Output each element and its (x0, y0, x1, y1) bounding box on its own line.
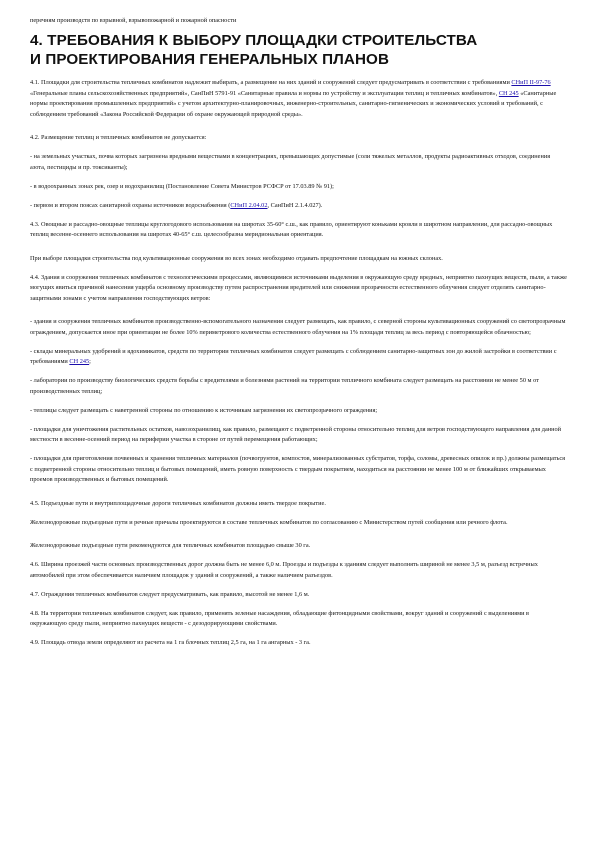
paragraph-text: 4.7. Ограждения тепличных комбинатов следует предусматривать, как правило, высотой не менее 1,6 м. (30, 590, 310, 598)
document-link[interactable]: СН 245 (498, 89, 519, 97)
paragraph-text: 4.1. Площадки для строительства тепличных комбинатов надлежит выбирать, а размещение на них зданий и сооружений следует предусматривать в соответствии с требованиями (30, 79, 512, 86)
paragraph (30, 425, 567, 446)
paragraph-text: «Генеральные планы сельскохозяйственных предприятий», СанПиН 5791-91 «Санитарные правила и нормы по устройству и эксплуатации теплиц и тепличных комбинатов», (30, 89, 499, 97)
paragraph (30, 254, 567, 265)
paragraph-text: - на земельных участках, почва которых загрязнена вредными веществами в концентрациях, превышающих допустимые (соли тяжелых металлов, продукты радиоактивных отходов, соединения азота, пестициды и пр. токсиканты); (30, 153, 551, 171)
paragraph (30, 152, 567, 173)
paragraph (30, 406, 567, 417)
section-title (30, 31, 567, 69)
document-link[interactable]: СНиП II-97-76 (511, 79, 551, 86)
paragraph-text: 4.9. Площадь отвода земли определяют из расчета на 1 га блочных теплиц 2,5 га, на 1 га ангарных - 3 га. (30, 639, 311, 646)
paragraph-text: 4.8. На территории тепличных комбинатов следует, как правило, применять зеленые насаждения, обладающие фитонцидными свойствами, вокруг зданий и сооружений с выделениями в окружающую среду пыли, неприятно пахнущих веществ - с дезодорирующими свойствами. (30, 609, 529, 627)
paragraph-text: 4.5. Подъездные пути и внутриплощадочные дороги тепличных комбинатов должны иметь твердое покрытие. (30, 499, 326, 507)
paragraph-text: - теплицы следует размещать с наветренной стороны по отношению к источникам загрязнения их светопрозрачного ограждения; (30, 406, 378, 414)
paragraph-text: 4.4. Здания и сооружения тепличных комбинатов с технологическими процессами, являющимися источниками выделения в окружающую среду вредных, неприятно пахнущих веществ, пыли, а также могущих явиться причиной нанесения ущерба основному производству путем распространения вредителей или снижения прозрачности естественного облучения следует отделять санитарно-защитными зонами с учетом направления господствующих ветров: (30, 273, 567, 302)
document-link[interactable]: СН 245 (69, 358, 90, 365)
paragraph-text: - площадки для приготовления почвенных и хранения тепличных материалов (почвогрунтов, компостов, минерализованных субстратов, торфа, соломы, древесных опилок и пр.) должны размещаться с подветренной стороны относительно теплиц и бытовых помещений, иметь ровную поверхность с твердым покрытием, находиться на расстоянии не менее 100 м от ближайших открываемых проемов производственных и бытовых помещений. (30, 455, 566, 483)
paragraph-text: «Санитарные нормы проектирования промышленных предприятий» с учетом архитектурно-планировочных, инженерно-строительных, санитарно-гигиенических и экономических условий и требований, с соблюдением требований «Закона Российской Федерации об охране окружающей природной среды». (30, 89, 557, 118)
paragraph-text: - склады минеральных удобрений и ядохимикатов, средств по территории тепличных комбинатов следует размещать с соблюдением санитарно-защитных зон до жилой застройки в соответствии с требованиями (30, 347, 557, 365)
paragraph (30, 638, 567, 649)
paragraph-text: При выборе площадки строительства под культивационные сооружения во всех зонах необходимо отдавать предпочтение площадкам на южных склонах. (30, 254, 443, 262)
document-link[interactable]: СНиП 2.04.02 (230, 201, 268, 209)
paragraph (30, 317, 567, 338)
paragraph-text: - площадки для уничтожения растительных остатков, навозохранилищ, как правило, размещают с подветренной стороны относительно теплиц для ветров господствующего направления для данной местности в весенне-осенний период на периферии участка в стороне от путей перемещения работающих; (30, 425, 562, 443)
paragraph (30, 609, 567, 630)
section-body (30, 78, 567, 649)
paragraph (30, 590, 567, 601)
paragraph (30, 541, 567, 552)
paragraph (30, 133, 567, 144)
paragraph (30, 201, 567, 212)
paragraph (30, 273, 567, 305)
paragraph-text: - в водоохранных зонах рек, озер и водохранилищ (Постановление Совета Министров РСФСР от 17.03.89 № 91); (30, 182, 334, 190)
document-page (30, 16, 567, 657)
paragraph-text: , СанПиН 2.1.4.027). (267, 201, 323, 209)
paragraph (30, 347, 567, 368)
paragraph-text: 4.2. Размещение теплиц и тепличных комбинатов не допускается: (30, 134, 207, 141)
paragraph (30, 78, 567, 120)
paragraph-text: Железнодорожные подъездные пути и речные причалы проектируются в составе тепличных комбинатов по согласованию с Министерством путей сообщения или речного флота. (30, 518, 508, 526)
paragraph (30, 499, 567, 510)
section-title-line-1: 4. ТРЕБОВАНИЯ К ВЫБОРУ ПЛОЩАДКИ СТРОИТЕЛЬСТВА (30, 32, 478, 49)
paragraph-text: - здания и сооружения тепличных комбинатов производственно-вспомогательного назначения следует размещать, как правило, с северной стороны культивационных сооружений со светопрозрачным ограждением, допускается иное при ориентации не более 10% периметрового количества естественного облучения на 1% площади теплиц за весь период с повторяющейся облачностью; (30, 318, 566, 336)
paragraph (30, 220, 567, 241)
paragraph-text: 4.3. Овощные и рассадно-овощные теплицы круглогодового использования на широтах 35-60° с.ш., как правило, ориентируют коньками кровли в широтном направлении, для рассадно-овощных теплиц весенне-осеннего использования на широтах 40-65° с.ш. целесообразна меридиональная ориентация. (30, 220, 553, 238)
paragraph (30, 518, 567, 529)
paragraph (30, 376, 567, 397)
paragraph (30, 560, 567, 581)
paragraph-text: 4.6. Ширина проезжей части основных производственных дорог должна быть не менее 6,0 м. Проезды и подъезды к зданиям следует выполнять шириной не менее 3,5 м, разъезд встречных автомобилей при этом обеспечивается наличием площадок у зданий и сооружений, а также наличием разъездов. (30, 561, 538, 579)
paragraph-text: - первом и втором поясах санитарной охраны источников водоснабжения ( (30, 201, 231, 209)
paragraph-text: - лаборатории по производству биологических средств борьбы с вредителями и болезнями растений на территории тепличного комбината следует размещать на расстоянии не менее 50 м от производственных теплиц; (30, 377, 539, 395)
continued-text: перечням производств по взрывной, взрывопожарной и пожарной опасности (30, 17, 237, 24)
section-title-line-2: И ПРОЕКТИРОВАНИЯ ГЕНЕРАЛЬНЫХ ПЛАНОВ (30, 51, 390, 68)
paragraph (30, 182, 567, 193)
paragraph-text: Железнодорожные подъездные пути рекомендуются для тепличных комбинатов площадью свыше 30 га. (30, 542, 311, 549)
paragraph (30, 454, 567, 486)
paragraph-text: ; (89, 358, 91, 365)
